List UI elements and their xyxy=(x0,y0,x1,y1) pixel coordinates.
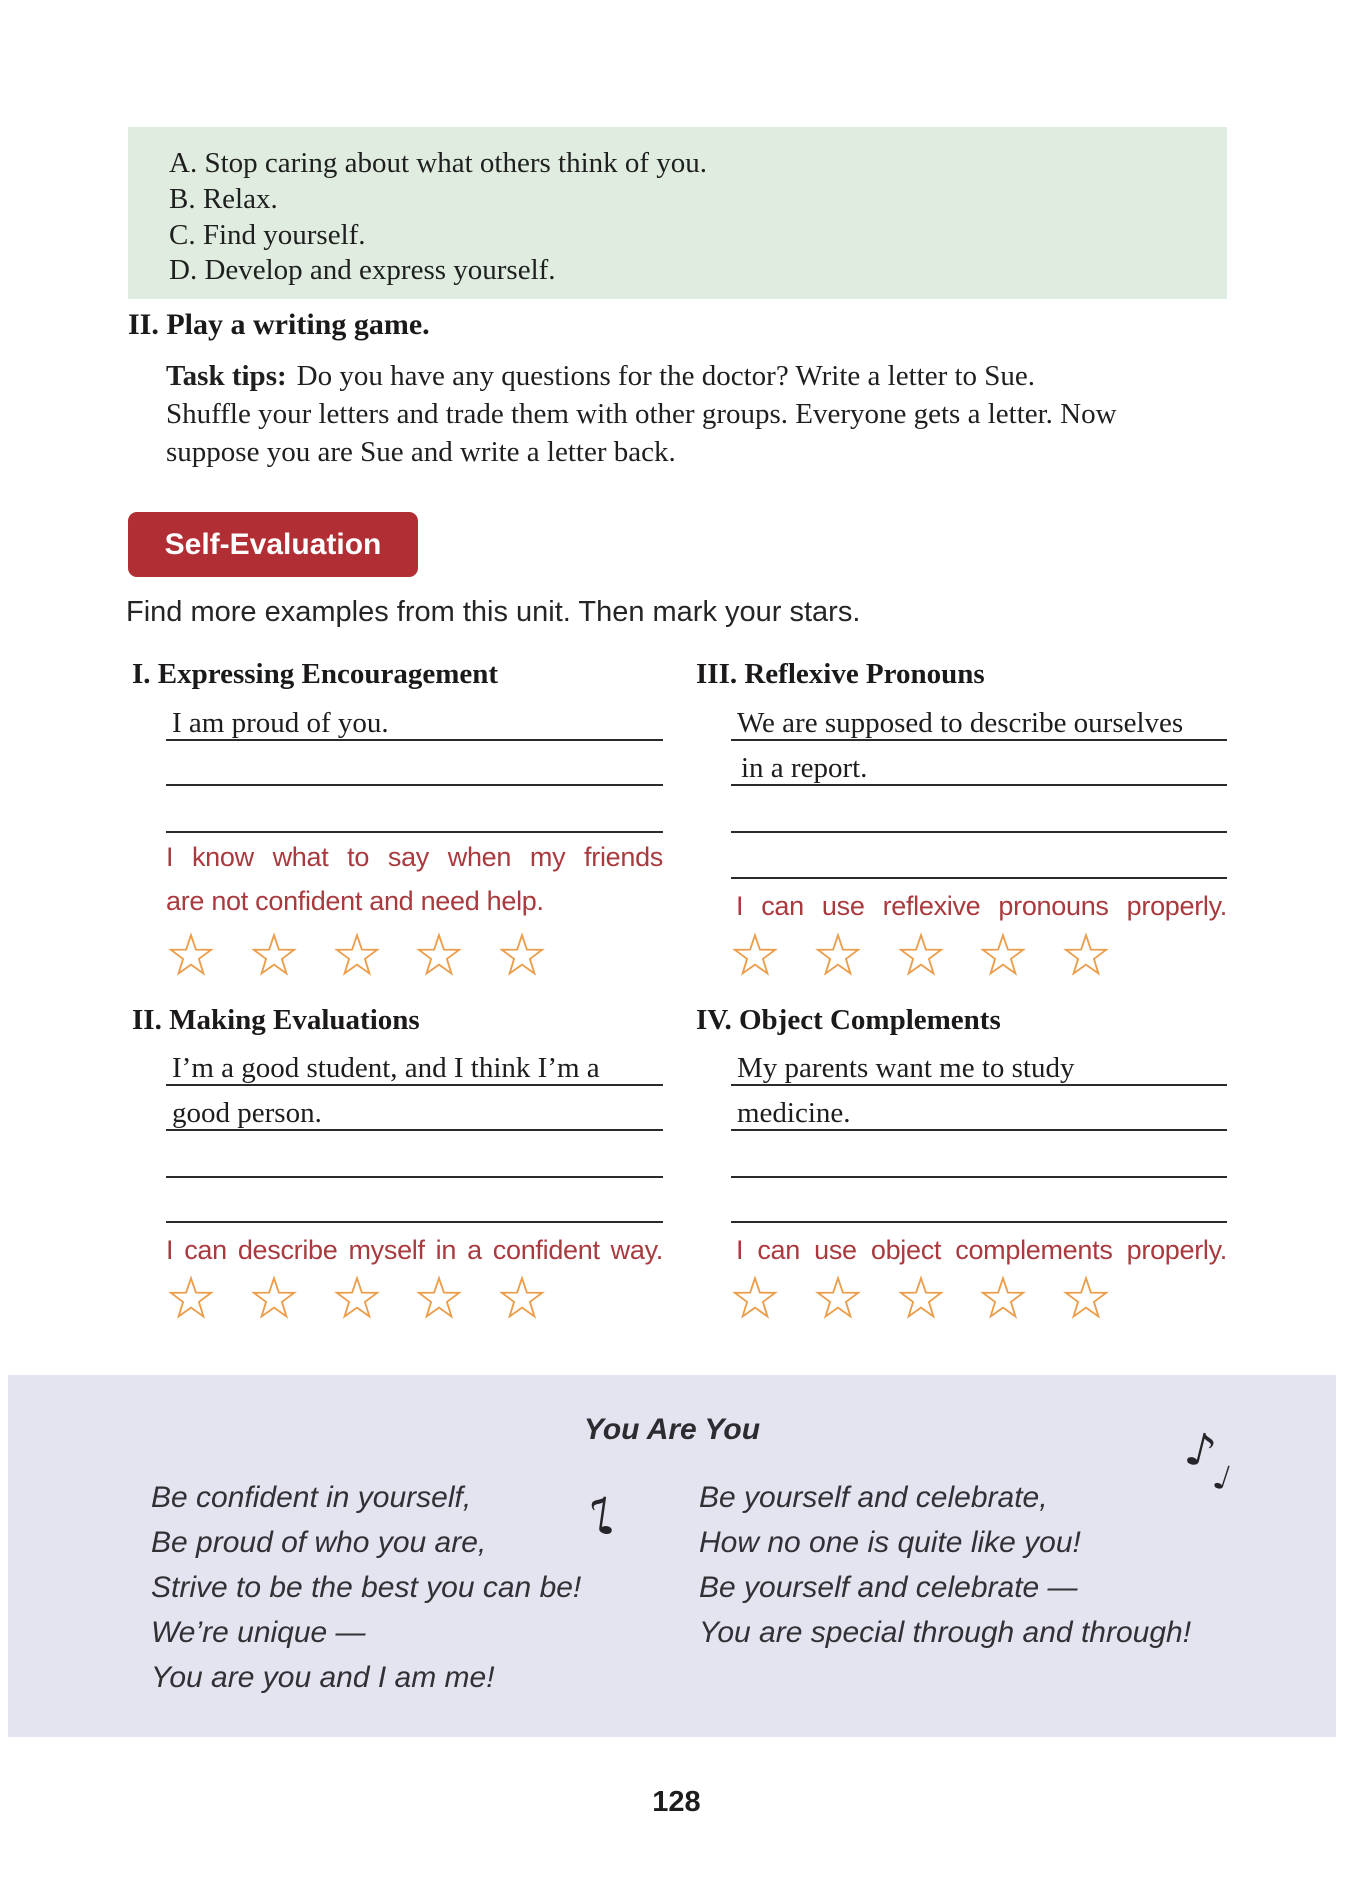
example-line[interactable]: I am proud of you. xyxy=(166,694,663,741)
song-title: You Are You xyxy=(583,1413,761,1446)
music-note-icon: ♩ xyxy=(1208,1456,1236,1500)
answer-options-box xyxy=(128,127,1227,299)
self-evaluation-banner xyxy=(128,512,418,577)
star-icon[interactable] xyxy=(168,1275,214,1320)
example-line[interactable]: I’m a good student, and I think I’m a xyxy=(166,1039,663,1086)
star-icon[interactable] xyxy=(815,932,861,977)
self-evaluation-lead: Find more examples from this unit. Then mark your stars. xyxy=(126,596,861,628)
blank-answer-line[interactable] xyxy=(731,786,1227,833)
task-tips xyxy=(166,357,1228,471)
star-icon[interactable] xyxy=(416,932,462,977)
star-rating xyxy=(168,932,545,977)
can-do-statement: I can use object complements properly. xyxy=(736,1235,1227,1265)
example-line[interactable]: We are supposed to describe ourselves xyxy=(731,694,1227,741)
star-rating xyxy=(168,1275,545,1320)
music-note-icon: ♪ xyxy=(582,1485,622,1547)
task-tips-line: Shuffle your letters and trade them with other groups. Everyone gets a letter. Now xyxy=(166,398,1117,430)
star-icon[interactable] xyxy=(732,1275,778,1320)
lyric-line: You are you and I am me! xyxy=(151,1661,495,1694)
star-rating xyxy=(732,1275,1109,1320)
blank-answer-line[interactable] xyxy=(166,739,663,786)
option-d: D. Develop and express yourself. xyxy=(169,254,556,286)
can-do-statement: I know what to say when my friends are not confident and need help. xyxy=(166,842,663,916)
can-do-statement: I can use reflexive pronouns properly. xyxy=(736,891,1227,921)
blank-answer-line[interactable] xyxy=(731,1176,1227,1223)
section-1-title: I. Expressing Encouragement xyxy=(132,658,499,690)
writing-game-heading: II. Play a writing game. xyxy=(128,308,430,341)
example-line[interactable]: My parents want me to study xyxy=(731,1039,1227,1086)
star-icon[interactable] xyxy=(334,932,380,977)
star-icon[interactable] xyxy=(251,932,297,977)
section-3-title: III. Reflexive Pronouns xyxy=(696,658,985,690)
music-note-icon: ♪ xyxy=(1179,1420,1222,1480)
lyric-line: How no one is quite like you! xyxy=(699,1526,1081,1559)
can-do-statement: I can describe myself in a confident way. xyxy=(166,1235,663,1265)
lyric-line: Strive to be the best you can be! xyxy=(151,1571,582,1604)
option-a: A. Stop caring about what others think of you. xyxy=(169,147,708,179)
section-2-title: II. Making Evaluations xyxy=(132,1004,420,1036)
lyric-line: We’re unique — xyxy=(151,1616,366,1649)
star-icon[interactable] xyxy=(416,1275,462,1320)
star-icon[interactable] xyxy=(815,1275,861,1320)
star-rating xyxy=(732,932,1109,977)
star-icon[interactable] xyxy=(980,1275,1026,1320)
page-number: 128 xyxy=(652,1786,701,1818)
section-4-title: IV. Object Complements xyxy=(696,1004,1001,1036)
star-icon[interactable] xyxy=(1063,1275,1109,1320)
lyric-line: Be proud of who you are, xyxy=(151,1526,487,1559)
blank-answer-line[interactable] xyxy=(731,832,1227,879)
blank-answer-line[interactable] xyxy=(166,786,663,833)
star-icon[interactable] xyxy=(499,1275,545,1320)
example-line[interactable]: medicine. xyxy=(731,1084,1227,1131)
star-icon[interactable] xyxy=(334,1275,380,1320)
lyric-line: Be yourself and celebrate — xyxy=(699,1571,1078,1604)
lyric-line: Be yourself and celebrate, xyxy=(699,1481,1048,1514)
star-icon[interactable] xyxy=(898,1275,944,1320)
task-tips-line: suppose you are Sue and write a letter back. xyxy=(166,436,676,468)
self-evaluation-banner-label: Self-Evaluation xyxy=(164,527,382,561)
star-icon[interactable] xyxy=(499,932,545,977)
task-tips-label: Task tips: xyxy=(166,360,287,392)
star-icon[interactable] xyxy=(898,932,944,977)
blank-answer-line[interactable] xyxy=(731,1131,1227,1178)
star-icon[interactable] xyxy=(980,932,1026,977)
example-line[interactable]: in a report. xyxy=(731,739,1227,786)
song-lyrics-left xyxy=(151,1475,581,1700)
star-icon[interactable] xyxy=(168,932,214,977)
blank-answer-line[interactable] xyxy=(166,1176,663,1223)
blank-answer-line[interactable] xyxy=(166,1131,663,1178)
option-c: C. Find yourself. xyxy=(169,219,366,251)
song-lyrics-right xyxy=(699,1475,1191,1655)
task-tips-line: Task tips: Do you have any questions for the doctor? Write a letter to Sue. xyxy=(166,360,1036,392)
lyric-line: You are special through and through! xyxy=(699,1616,1192,1649)
lyric-line: Be confident in yourself, xyxy=(151,1481,472,1514)
song-box xyxy=(8,1375,1336,1737)
example-line[interactable]: good person. xyxy=(166,1084,663,1131)
star-icon[interactable] xyxy=(251,1275,297,1320)
star-icon[interactable] xyxy=(732,932,778,977)
option-b: B. Relax. xyxy=(169,183,278,215)
star-icon[interactable] xyxy=(1063,932,1109,977)
